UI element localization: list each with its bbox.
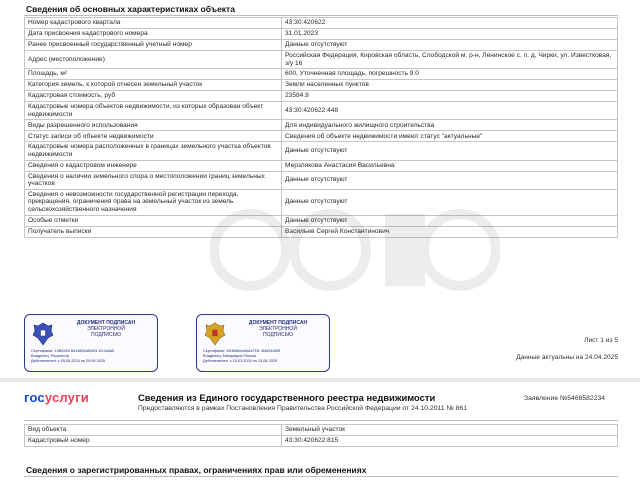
row-label: Сведения о наличии земельного спора о местоположении границ земельных участков bbox=[25, 171, 282, 189]
row-value: Для индивидуального жилищного строительства bbox=[282, 120, 618, 131]
row-label: Виды разрешенного использования bbox=[25, 120, 282, 131]
table-row bbox=[25, 436, 618, 447]
table-row bbox=[25, 215, 618, 226]
section-divider bbox=[24, 476, 618, 477]
row-label: Кадастровая стоимость, руб bbox=[25, 91, 282, 102]
table-row bbox=[25, 142, 618, 160]
stamp-owner: Владелец: Минцифры России bbox=[203, 354, 256, 359]
table-row bbox=[25, 80, 618, 91]
section-divider bbox=[24, 420, 618, 421]
section-divider bbox=[24, 15, 618, 16]
row-label: Категория земель, к которой отнесен земельный участок bbox=[25, 80, 282, 91]
stamp-certificate: Сертификат: 10B6394 6d1460baf5493 1f14d4a5 bbox=[31, 349, 115, 353]
row-value: Данные отсутствуют bbox=[282, 40, 618, 51]
e-signature-stamp-2 bbox=[196, 314, 330, 372]
table-row bbox=[25, 29, 618, 40]
row-label: Площадь, м² bbox=[25, 69, 282, 80]
row-label: Статус записи об объекте недвижимости bbox=[25, 131, 282, 142]
table-row bbox=[25, 425, 618, 436]
row-label: Ранее присвоенный государственный учетный номер bbox=[25, 40, 282, 51]
row-label: Вид объекта bbox=[25, 425, 282, 436]
row-label: Кадастровый номер bbox=[25, 436, 282, 447]
row-value: Данные отсутствуют bbox=[282, 171, 618, 189]
page-break bbox=[0, 378, 640, 382]
table-row bbox=[25, 51, 618, 69]
stamp-subtitle: ПОДПИСЬЮ bbox=[263, 332, 293, 338]
row-value: 23584.9 bbox=[282, 91, 618, 102]
row-value: Данные отсутствуют bbox=[282, 215, 618, 226]
stamp-title: ДОКУМЕНТ ПОДПИСАН bbox=[248, 320, 308, 326]
row-label: Сведения о кадастровом инженере bbox=[25, 160, 282, 171]
coat-of-arms-icon bbox=[31, 321, 55, 347]
row-label: Номер кадастрового квартала bbox=[25, 18, 282, 29]
row-value: Данные отсутствуют bbox=[282, 142, 618, 160]
row-value: Земли населенных пунктов bbox=[282, 80, 618, 91]
statement-number: Заявление №5468582234 bbox=[524, 395, 606, 402]
stamp-certificate: Сертификат: bf1898ebc6a1b7f11 4f4d91b55f bbox=[203, 349, 280, 353]
egrn-subtitle: Предоставляются в рамках Постановления Правительства Российской Федерации от 24.10.2011 № 861 bbox=[138, 405, 467, 412]
row-label: Особые отметки bbox=[25, 215, 282, 226]
row-value: 600, Уточненная площадь, погрешность 9.0 bbox=[282, 69, 618, 80]
sheet-number: Лист 1 из 5 bbox=[584, 337, 618, 344]
table-row bbox=[25, 226, 618, 237]
object-table bbox=[24, 424, 618, 447]
row-value: Данные отсутствуют bbox=[282, 189, 618, 215]
stamp-validity: Действителен: с 05.06.2024 по 29.08.2025 bbox=[31, 359, 106, 364]
stamp-validity: Действителен: с 15.03.2024 по 13.06.2025 bbox=[203, 359, 278, 364]
stamp-subtitle: ЭЛЕКТРОННОЙ bbox=[259, 326, 297, 332]
e-signature-stamp-1 bbox=[24, 314, 158, 372]
section-title-rights: Сведения о зарегистрированных правах, ограничениях прав или обременениях bbox=[26, 465, 367, 475]
row-label: Кадастровые номера объектов недвижимости, из которых образован объект недвижимости bbox=[25, 102, 282, 120]
data-relevance-date: Данные актуальны на 24.04.2025 bbox=[516, 354, 618, 361]
table-row bbox=[25, 102, 618, 120]
row-value: Мерзлякова Анастасия Васильевна bbox=[282, 160, 618, 171]
row-value: Российская Федерация, Кировская область, Слободской м. р-н, Ленинское с. п. д. Чирки, ул. Известковая, з/у 16 bbox=[282, 51, 618, 69]
section-title-characteristics: Сведения об основных характеристиках объекта bbox=[26, 4, 235, 14]
stamp-title: ДОКУМЕНТ ПОДПИСАН bbox=[76, 320, 136, 326]
row-value: 43:30:420622 bbox=[282, 18, 618, 29]
table-row bbox=[25, 91, 618, 102]
table-row bbox=[25, 171, 618, 189]
row-value: 43:30:420622:448 bbox=[282, 102, 618, 120]
coat-of-arms-icon bbox=[203, 321, 227, 347]
characteristics-table bbox=[24, 17, 618, 238]
table-row bbox=[25, 120, 618, 131]
row-value: Васильев Сергей Константинович bbox=[282, 226, 618, 237]
row-label: Получатель выписки bbox=[25, 226, 282, 237]
stamp-owner: Владелец: Росреестр bbox=[31, 354, 70, 359]
row-value: Сведения об объекте недвижимости имеют статус "актуальные" bbox=[282, 131, 618, 142]
stamp-subtitle: ЭЛЕКТРОННОЙ bbox=[87, 326, 125, 332]
table-row bbox=[25, 131, 618, 142]
row-label: Дата присвоения кадастрового номера bbox=[25, 29, 282, 40]
row-value: 31.01.2023 bbox=[282, 29, 618, 40]
table-row bbox=[25, 189, 618, 215]
table-row bbox=[25, 18, 618, 29]
row-label: Адрес (местоположение) bbox=[25, 51, 282, 69]
table-row bbox=[25, 40, 618, 51]
table-row bbox=[25, 69, 618, 80]
egrn-title: Сведения из Единого государственного реестра недвижимости bbox=[138, 392, 436, 403]
stamp-subtitle: ПОДПИСЬЮ bbox=[91, 332, 121, 338]
table-row bbox=[25, 160, 618, 171]
row-value: 43:30:420622:815 bbox=[282, 436, 618, 447]
row-label: Сведения о невозможности государственной регистрации перехода, прекращения, ограничения права на земельный участок из земель сельскохозяйственного назначения bbox=[25, 189, 282, 215]
gosuslugi-logo: госуслуги bbox=[24, 390, 89, 405]
row-label: Кадастровые номера расположенных в границах земельного участка объектов недвижимости bbox=[25, 142, 282, 160]
row-value: Земельный участок bbox=[282, 425, 618, 436]
